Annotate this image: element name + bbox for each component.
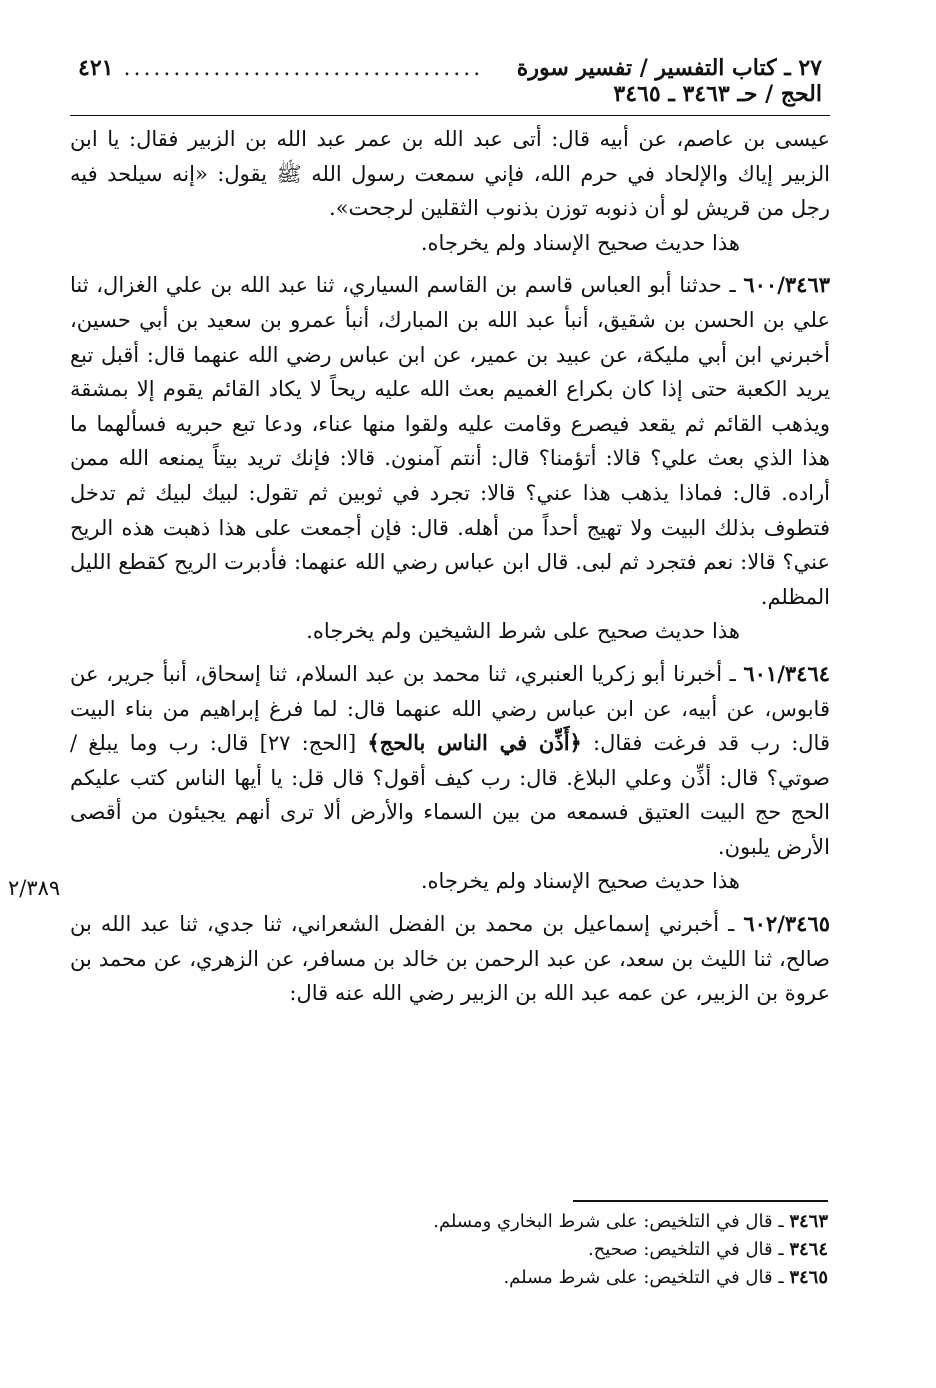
footnote — [433, 1208, 828, 1236]
footnote — [433, 1264, 828, 1292]
footnote-number: ٣٤٦٤ — [789, 1239, 828, 1260]
footnote-number: ٣٤٦٣ — [789, 1211, 828, 1232]
page — [70, 55, 830, 1011]
hadith-number: ٦٠٢/٣٤٦٥ — [743, 911, 830, 937]
footnote-number: ٣٤٦٥ — [789, 1267, 828, 1288]
footnote-text: ـ قال في التلخيص: على شرط مسلم. — [503, 1267, 790, 1288]
hadith-text: ـ حدثنا أبو العباس قاسم بن القاسم السياري، ثنا عبد الله بن علي الغزال، ثنا علي بن الحسن بن شقيق، أنبأ عبد الله بن المبارك، أنبأ عمرو بن سعيد بن أبي حسين، أخبرني ابن أبي مليكة، عن عبيد بن عمير، عن ابن عباس رضي الله عنهما قال: أقبل تبع يريد الكعبة حتى إذا كان بكراع الغميم بعث الله عليه ريحاً لا يكاد القائم يقوم إلا بمشقة ويذهب القائم ثم يقعد فيصرع وقامت عليه ولقوا منها عناء، ودعا تبع حبريه فسألهما ما هذا الذي بعث علي؟ قالا: أتؤمنا؟ قال: أنتم آمنون. قالا: فإنك تريد بيتاً يمنعه الله ممن أراده. قال: فماذا يذهب هذا عني؟ قالا: تجرد في ثوبين ثم تقول: لبيك لبيك ثم تدخل فتطوف بذلك البيت ولا تهيج أحداً من أهله. قال: فإن أجمعت على هذا ذهبت هذه الريح عني؟ قالا: نعم فتجرد ثم لبى. قال ابن عباس رضي الله عنهما: فأدبرت الريح كقطع الليل المظلم. — [70, 273, 830, 609]
hadith-continuation: عيسى بن عاصم، عن أبيه قال: أتى عبد الله بن عمر عبد الله بن الزبير فقال: يا ابن الزبير إياك والإلحاد في حرم الله، فإني سمعت رسول الله ﷺ يقول: «إنه سيلحد فيه رجل من قريش لو أن ذنوبه توزن بذنوب الثقلين لرجحت». — [70, 127, 830, 221]
hadith-3465 — [70, 907, 830, 1011]
hadith-text: ـ أخبرنا أبو زكريا العنبري، ثنا محمد بن عبد السلام، ثنا إسحاق، أنبأ جرير، عن قابوس، عن أبيه، عن ابن عباس رضي الله عنهما قال: لما فرغ إبراهيم من بناء البيت قال: رب قد فرغت فقال: — [70, 661, 830, 756]
footnotes — [433, 1208, 828, 1292]
hadith-text: ـ أخبرني إسماعيل بن محمد بن الفضل الشعراني، ثنا جدي، ثنا عبد الله بن صالح، ثنا الليث بن سعد، عن عبد الرحمن بن خالد بن مسافر، عن الزهري، عن محمد بن عروة بن الزبير، عن عمه عبد الله بن الزبير رضي الله عنه قال: — [70, 912, 830, 1006]
hadith-text: [الحج: ٢٧] قال: رب وما يبلغ / صوتي؟ قال: أذِّن وعلي البلاغ. قال: رب كيف أقول؟ قال قل: يا أيها الناس كتب عليكم الحج حج البيت العتيق فسمعه من بين السماء والأرض ألا ترى أنهم يجيئون من أقصى الأرض يلبون. — [70, 731, 830, 859]
header-leader-dots: .................................... — [123, 56, 484, 81]
main-text — [70, 122, 830, 1011]
margin-volume-reference: ٢/٣٨٩ — [8, 876, 61, 900]
header-title: ٢٧ ـ كتاب التفسير / تفسير سورة الحج / حـ ٣٤٦٣ ـ ٣٤٦٥ — [516, 55, 822, 107]
page-number: ٤٢١ — [78, 55, 114, 81]
footnote-text: ـ قال في التلخيص: على شرط البخاري ومسلم. — [433, 1211, 790, 1232]
hadith-3463 — [70, 268, 830, 614]
running-header — [70, 55, 830, 116]
hadith-3464 — [70, 657, 830, 865]
footnote-divider — [573, 1200, 828, 1202]
hadith-number: ٦٠٠/٣٤٦٣ — [743, 272, 830, 298]
hadith-grade: هذا حديث صحيح الإسناد ولم يخرجاه. — [420, 230, 740, 255]
hadith-number: ٦٠١/٣٤٦٤ — [743, 660, 830, 686]
footnote-text: ـ قال في التلخيص: صحيح. — [587, 1239, 790, 1260]
hadith-grade: هذا حديث صحيح على شرط الشيخين ولم يخرجاه. — [306, 619, 740, 644]
quran-quote: ﴿أَذِّن في الناس بالحج﴾ — [367, 730, 582, 756]
footnote — [433, 1236, 828, 1264]
hadith-grade: هذا حديث صحيح الإسناد ولم يخرجاه. — [420, 869, 740, 894]
